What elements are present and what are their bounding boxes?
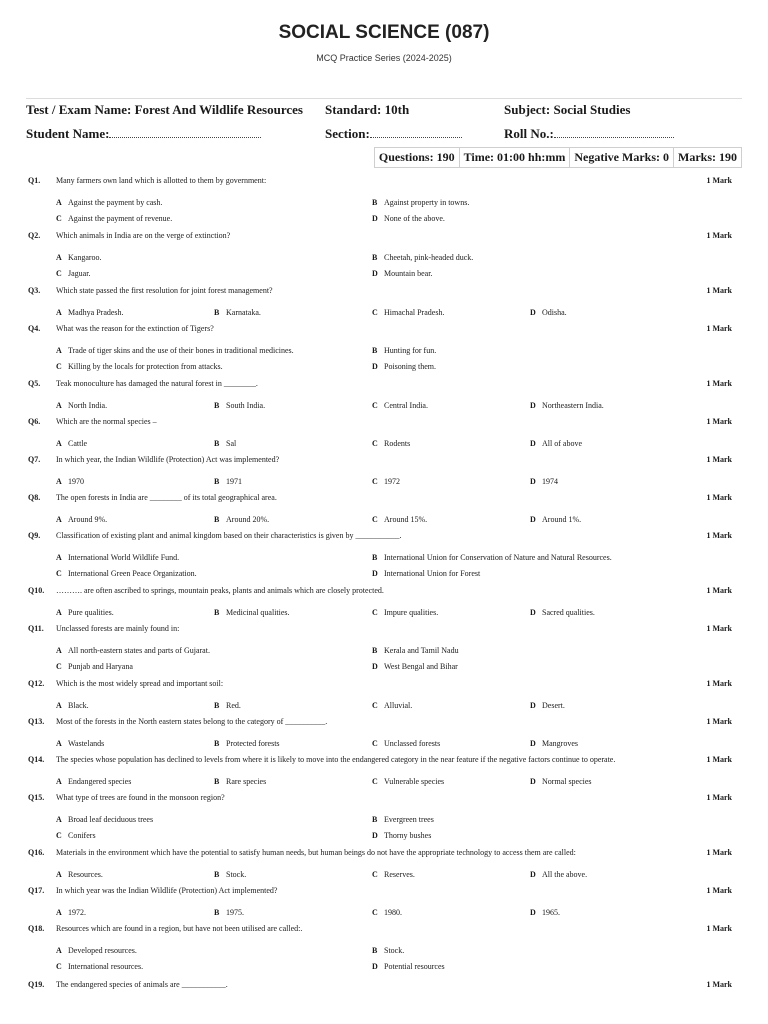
option-text: Around 9%. <box>68 515 108 524</box>
option-letter: B <box>372 346 378 355</box>
option-text: Endangered species <box>68 777 132 786</box>
option-a[interactable] <box>56 701 89 710</box>
question-number: Q5. <box>28 379 41 388</box>
question-number: Q14. <box>28 755 45 764</box>
option-d[interactable] <box>372 214 445 223</box>
option-letter: C <box>372 608 378 617</box>
option-c[interactable] <box>56 662 133 671</box>
question-mark: 1 Mark <box>706 286 732 295</box>
option-a[interactable] <box>56 908 86 917</box>
question-mark: 1 Mark <box>706 455 732 464</box>
option-letter: D <box>372 962 378 971</box>
option-text: Around 15%. <box>384 515 428 524</box>
question-mark: 1 Mark <box>706 531 732 540</box>
option-b[interactable] <box>372 346 436 355</box>
question-number: Q18. <box>28 924 45 933</box>
option-c[interactable] <box>372 908 402 917</box>
option-text: Kangaroo. <box>68 253 102 262</box>
option-letter: A <box>56 608 62 617</box>
exam-name-value: Forest And Wildlife Resources <box>134 102 303 117</box>
option-letter: A <box>56 515 62 524</box>
option-text: Around 20%. <box>226 515 270 524</box>
option-text: 1980. <box>384 908 402 917</box>
option-d[interactable] <box>530 739 578 748</box>
question-mark: 1 Mark <box>706 717 732 726</box>
standard <box>325 102 409 118</box>
option-b[interactable] <box>214 777 266 786</box>
question-number: Q1. <box>28 176 41 185</box>
option-letter: B <box>214 777 220 786</box>
option-text: Stock. <box>226 870 247 879</box>
option-letter: D <box>372 269 378 278</box>
question-text: What type of trees are found in the monsoon region? <box>56 793 225 802</box>
option-text: International Union for Forest <box>384 569 481 578</box>
question-mark: 1 Mark <box>706 848 732 857</box>
option-d[interactable] <box>530 439 582 448</box>
option-b[interactable] <box>214 439 236 448</box>
option-c[interactable] <box>372 739 440 748</box>
option-letter: C <box>56 362 62 371</box>
option-b[interactable] <box>372 198 469 207</box>
option-letter: A <box>56 439 62 448</box>
option-text: Reserves. <box>384 870 415 879</box>
option-text: Red. <box>226 701 241 710</box>
option-b[interactable] <box>214 739 280 748</box>
option-b[interactable] <box>372 553 612 562</box>
option-text: Against the payment of revenue. <box>68 214 173 223</box>
option-text: Potential resources <box>384 962 445 971</box>
option-text: Rodents <box>384 439 411 448</box>
question-text: Resources which are found in a region, but have not been utilised are called:. <box>56 924 303 933</box>
option-text: Desert. <box>542 701 565 710</box>
roll-no <box>504 126 674 142</box>
option-text: Madhya Pradesh. <box>68 308 124 317</box>
option-d[interactable] <box>372 569 480 578</box>
option-letter: D <box>372 214 378 223</box>
option-letter: A <box>56 815 62 824</box>
option-text: Impure qualities. <box>384 608 439 617</box>
option-letter: B <box>214 308 220 317</box>
option-b[interactable] <box>214 608 290 617</box>
option-b[interactable] <box>372 646 459 655</box>
question-text: Which state passed the first resolution for joint forest management? <box>56 286 273 295</box>
option-text: International World Wildlife Fund. <box>68 553 180 562</box>
option-text: South India. <box>226 401 266 410</box>
option-c[interactable] <box>372 515 427 524</box>
question-mark: 1 Mark <box>706 679 732 688</box>
option-b[interactable] <box>214 308 261 317</box>
option-letter: C <box>372 477 378 486</box>
question-mark: 1 Mark <box>706 417 732 426</box>
stat-time: Time: 01:00 hh:mm <box>459 148 570 167</box>
option-letter: C <box>372 870 378 879</box>
option-letter: B <box>372 815 378 824</box>
student-name <box>26 126 261 142</box>
option-c[interactable] <box>56 269 90 278</box>
option-b[interactable] <box>214 401 265 410</box>
option-d[interactable] <box>530 608 595 617</box>
question-mark: 1 Mark <box>706 980 732 989</box>
option-d[interactable] <box>530 908 560 917</box>
option-b[interactable] <box>214 515 269 524</box>
option-text: Northeastern India. <box>542 401 604 410</box>
question-mark: 1 Mark <box>706 924 732 933</box>
option-text: Mangroves <box>542 739 578 748</box>
option-letter: B <box>214 701 220 710</box>
roll-no-field[interactable] <box>554 127 674 138</box>
option-letter: B <box>214 515 220 524</box>
option-a[interactable] <box>56 308 124 317</box>
question-mark: 1 Mark <box>706 379 732 388</box>
option-d[interactable] <box>530 777 592 786</box>
option-d[interactable] <box>530 308 567 317</box>
question-text: Many farmers own land which is allotted to them by government: <box>56 176 267 185</box>
option-text: Vulnerable species <box>384 777 445 786</box>
option-letter: A <box>56 739 62 748</box>
option-text: Killing by the locals for protection from attacks. <box>68 362 223 371</box>
question-text: The species whose population has declined to levels from where it is likely to move into the endangered category in the near feature if the negative factors continue to operate. <box>56 755 616 764</box>
option-letter: A <box>56 701 62 710</box>
option-text: Conifers <box>68 831 96 840</box>
option-letter: A <box>56 253 62 262</box>
option-letter: A <box>56 401 62 410</box>
option-letter: C <box>56 214 62 223</box>
question-number: Q7. <box>28 455 41 464</box>
option-text: Normal species <box>542 777 592 786</box>
option-letter: B <box>372 946 378 955</box>
option-text: None of the above. <box>384 214 445 223</box>
option-letter: C <box>372 739 378 748</box>
option-letter: D <box>372 569 378 578</box>
option-text: Cheetah, pink-headed duck. <box>384 253 474 262</box>
question-text: ………. are often ascribed to springs, mountain peaks, plants and animals which are closely protected. <box>56 586 384 595</box>
option-text: Evergreen trees <box>384 815 434 824</box>
option-d[interactable] <box>530 870 587 879</box>
option-letter: D <box>530 515 536 524</box>
option-letter: D <box>530 739 536 748</box>
option-b[interactable] <box>372 253 473 262</box>
page-subtitle: MCQ Practice Series (2024-2025) <box>316 53 452 63</box>
option-text: International Union for Conservation of Nature and Natural Resources. <box>384 553 612 562</box>
option-text: Karnataka. <box>226 308 261 317</box>
option-letter: B <box>214 608 220 617</box>
option-text: Black. <box>68 701 89 710</box>
question-number: Q13. <box>28 717 45 726</box>
option-letter: B <box>372 553 378 562</box>
question-mark: 1 Mark <box>706 886 732 895</box>
option-text: Poisoning them. <box>384 362 437 371</box>
option-text: Against property in towns. <box>384 198 470 207</box>
option-a[interactable] <box>56 608 114 617</box>
option-text: 1970 <box>68 477 84 486</box>
option-text: Rare species <box>226 777 267 786</box>
question-mark: 1 Mark <box>706 493 732 502</box>
question-mark: 1 Mark <box>706 793 732 802</box>
option-a[interactable] <box>56 515 107 524</box>
option-letter: C <box>56 831 62 840</box>
option-c[interactable] <box>372 870 415 879</box>
option-letter: A <box>56 946 62 955</box>
option-letter: A <box>56 646 62 655</box>
option-letter: D <box>372 831 378 840</box>
option-d[interactable] <box>372 269 432 278</box>
option-a[interactable] <box>56 553 179 562</box>
option-letter: D <box>530 477 536 486</box>
question-text: Teak monoculture has damaged the natural forest in ________. <box>56 379 258 388</box>
exam-stats <box>374 147 742 168</box>
option-c[interactable] <box>372 701 412 710</box>
option-a[interactable] <box>56 739 104 748</box>
subject <box>504 102 630 118</box>
option-d[interactable] <box>372 831 431 840</box>
option-text: Pure qualities. <box>68 608 114 617</box>
option-letter: A <box>56 346 62 355</box>
option-letter: C <box>372 701 378 710</box>
option-a[interactable] <box>56 401 107 410</box>
option-letter: D <box>530 701 536 710</box>
student-name-label: Student Name: <box>26 126 110 141</box>
option-text: Trade of tiger skins and the use of their bones in traditional medicines. <box>68 346 294 355</box>
option-text: All the above. <box>542 870 588 879</box>
option-text: Mountain bear. <box>384 269 433 278</box>
option-text: Stock. <box>384 946 405 955</box>
question-text: Most of the forests in the North eastern states belong to the category of __________. <box>56 717 328 726</box>
question-number: Q3. <box>28 286 41 295</box>
section <box>325 126 462 142</box>
stat-questions: Questions: 190 <box>378 150 455 164</box>
option-a[interactable] <box>56 346 294 355</box>
option-c[interactable] <box>372 439 410 448</box>
roll-no-label: Roll No.: <box>504 126 554 141</box>
question-number: Q2. <box>28 231 41 240</box>
option-letter: C <box>56 569 62 578</box>
option-letter: B <box>372 253 378 262</box>
question-text: Which animals in India are on the verge of extinction? <box>56 231 231 240</box>
option-text: Around 1%. <box>542 515 582 524</box>
question-number: Q19. <box>28 980 45 989</box>
option-letter: A <box>56 908 62 917</box>
question-text: Materials in the environment which have the potential to satisfy human needs, but human beings do not have the appropriate technology to access them are called: <box>56 848 576 857</box>
option-d[interactable] <box>530 515 581 524</box>
option-text: All of above <box>542 439 582 448</box>
option-text: Unclassed forests <box>384 739 441 748</box>
option-b[interactable] <box>214 870 246 879</box>
subject-value: Social Studies <box>553 102 631 117</box>
option-letter: B <box>214 439 220 448</box>
option-letter: D <box>372 362 378 371</box>
subject-label: Subject: <box>504 102 551 117</box>
option-text: Broad leaf deciduous trees <box>68 815 154 824</box>
option-c[interactable] <box>372 401 428 410</box>
question-mark: 1 Mark <box>706 176 732 185</box>
option-letter: B <box>214 401 220 410</box>
option-letter: C <box>372 401 378 410</box>
option-a[interactable] <box>56 439 87 448</box>
option-text: 1971 <box>226 477 242 486</box>
option-b[interactable] <box>214 477 242 486</box>
option-letter: C <box>372 515 378 524</box>
option-d[interactable] <box>530 477 558 486</box>
option-text: Thorny bushes <box>384 831 432 840</box>
option-letter: D <box>372 662 378 671</box>
option-letter: C <box>56 662 62 671</box>
question-number: Q8. <box>28 493 41 502</box>
student-name-field[interactable] <box>109 127 261 138</box>
question-number: Q9. <box>28 531 41 540</box>
page-title: SOCIAL SCIENCE (087) <box>278 22 490 43</box>
option-b[interactable] <box>214 701 241 710</box>
question-text: In which year was the Indian Wildlife (Protection) Act implemented? <box>56 886 278 895</box>
option-letter: B <box>372 646 378 655</box>
question-number: Q11. <box>28 624 44 633</box>
question-mark: 1 Mark <box>706 324 732 333</box>
option-a[interactable] <box>56 777 131 786</box>
option-d[interactable] <box>530 701 565 710</box>
question-text: Unclassed forests are mainly found in: <box>56 624 180 633</box>
option-letter: B <box>372 198 378 207</box>
option-text: West Bengal and Bihar <box>384 662 458 671</box>
option-letter: D <box>530 401 536 410</box>
option-text: Jaguar. <box>68 269 91 278</box>
option-c[interactable] <box>56 569 197 578</box>
option-letter: B <box>214 477 220 486</box>
question-text: The endangered species of animals are ___________. <box>56 980 228 989</box>
question-number: Q4. <box>28 324 41 333</box>
option-text: Wastelands <box>68 739 105 748</box>
option-text: Sal <box>226 439 237 448</box>
option-b[interactable] <box>372 815 434 824</box>
standard-value: 10th <box>384 102 410 117</box>
option-letter: D <box>530 308 536 317</box>
question-text: Classification of existing plant and animal kingdom based on their characteristics is given by ___________. <box>56 531 402 540</box>
question-number: Q15. <box>28 793 45 802</box>
stat-marks: Marks: 190 <box>673 148 741 167</box>
question-mark: 1 Mark <box>706 586 732 595</box>
option-d[interactable] <box>372 662 458 671</box>
question-mark: 1 Mark <box>706 624 732 633</box>
option-text: Odisha. <box>542 308 567 317</box>
option-letter: C <box>372 439 378 448</box>
option-text: Punjab and Haryana <box>68 662 133 671</box>
header-divider <box>26 98 742 99</box>
option-c[interactable] <box>372 477 400 486</box>
option-text: Cattle <box>68 439 88 448</box>
option-letter: A <box>56 777 62 786</box>
option-letter: A <box>56 308 62 317</box>
option-a[interactable] <box>56 198 162 207</box>
stat-negative-marks: Negative Marks: 0 <box>569 148 673 167</box>
question-text: Which are the normal species – <box>56 417 157 426</box>
option-letter: A <box>56 477 62 486</box>
option-letter: D <box>530 908 536 917</box>
option-letter: B <box>214 739 220 748</box>
option-letter: C <box>372 777 378 786</box>
option-text: Sacred qualities. <box>542 608 595 617</box>
option-text: Medicinal qualities. <box>226 608 290 617</box>
option-text: North India. <box>68 401 108 410</box>
exam-name <box>26 102 303 118</box>
question-number: Q10. <box>28 586 45 595</box>
option-a[interactable] <box>56 946 137 955</box>
section-field[interactable] <box>370 127 462 138</box>
option-letter: A <box>56 553 62 562</box>
option-b[interactable] <box>214 908 244 917</box>
option-text: All north-eastern states and parts of Gujarat. <box>68 646 210 655</box>
question-text: Which is the most widely spread and important soil: <box>56 679 224 688</box>
option-d[interactable] <box>372 362 436 371</box>
option-a[interactable] <box>56 646 210 655</box>
option-text: Developed resources. <box>68 946 137 955</box>
exam-name-label: Test / Exam Name: <box>26 102 132 117</box>
option-letter: B <box>214 870 220 879</box>
option-text: Alluvial. <box>384 701 413 710</box>
option-c[interactable] <box>56 214 172 223</box>
option-text: Himachal Pradesh. <box>384 308 445 317</box>
option-letter: D <box>530 439 536 448</box>
option-a[interactable] <box>56 870 103 879</box>
section-label: Section: <box>325 126 370 141</box>
option-c[interactable] <box>372 308 444 317</box>
option-c[interactable] <box>372 777 444 786</box>
option-letter: A <box>56 198 62 207</box>
option-a[interactable] <box>56 253 102 262</box>
option-letter: D <box>530 870 536 879</box>
standard-label: Standard: <box>325 102 382 117</box>
option-d[interactable] <box>530 401 604 410</box>
option-text: 1972 <box>384 477 400 486</box>
option-text: Kerala and Tamil Nadu <box>384 646 459 655</box>
option-text: Central India. <box>384 401 428 410</box>
option-text: Protected forests <box>226 739 280 748</box>
question-number: Q12. <box>28 679 45 688</box>
question-text: In which year, the Indian Wildlife (Protection) Act was implemented? <box>56 455 280 464</box>
option-letter: C <box>56 269 62 278</box>
option-c[interactable] <box>56 831 96 840</box>
option-letter: A <box>56 870 62 879</box>
option-text: 1972. <box>68 908 86 917</box>
option-text: 1974 <box>542 477 558 486</box>
option-b[interactable] <box>372 946 404 955</box>
question-text: The open forests in India are ________ of its total geographical area. <box>56 493 277 502</box>
question-mark: 1 Mark <box>706 231 732 240</box>
question-mark: 1 Mark <box>706 755 732 764</box>
option-letter: C <box>56 962 62 971</box>
option-c[interactable] <box>56 962 143 971</box>
option-c[interactable] <box>372 608 438 617</box>
option-letter: C <box>372 308 378 317</box>
option-text: Against the payment by cash. <box>68 198 163 207</box>
option-letter: C <box>372 908 378 917</box>
question-number: Q16. <box>28 848 45 857</box>
option-text: 1975. <box>226 908 244 917</box>
option-a[interactable] <box>56 477 84 486</box>
option-letter: D <box>530 777 536 786</box>
option-letter: B <box>214 908 220 917</box>
question-number: Q6. <box>28 417 41 426</box>
option-d[interactable] <box>372 962 445 971</box>
option-text: 1965. <box>542 908 560 917</box>
option-text: International Green Peace Organization. <box>68 569 197 578</box>
option-text: International resources. <box>68 962 144 971</box>
question-number: Q17. <box>28 886 45 895</box>
question-text: What was the reason for the extinction of Tigers? <box>56 324 214 333</box>
option-letter: D <box>530 608 536 617</box>
option-a[interactable] <box>56 815 153 824</box>
option-text: Hunting for fun. <box>384 346 437 355</box>
option-c[interactable] <box>56 362 223 371</box>
option-text: Resources. <box>68 870 103 879</box>
